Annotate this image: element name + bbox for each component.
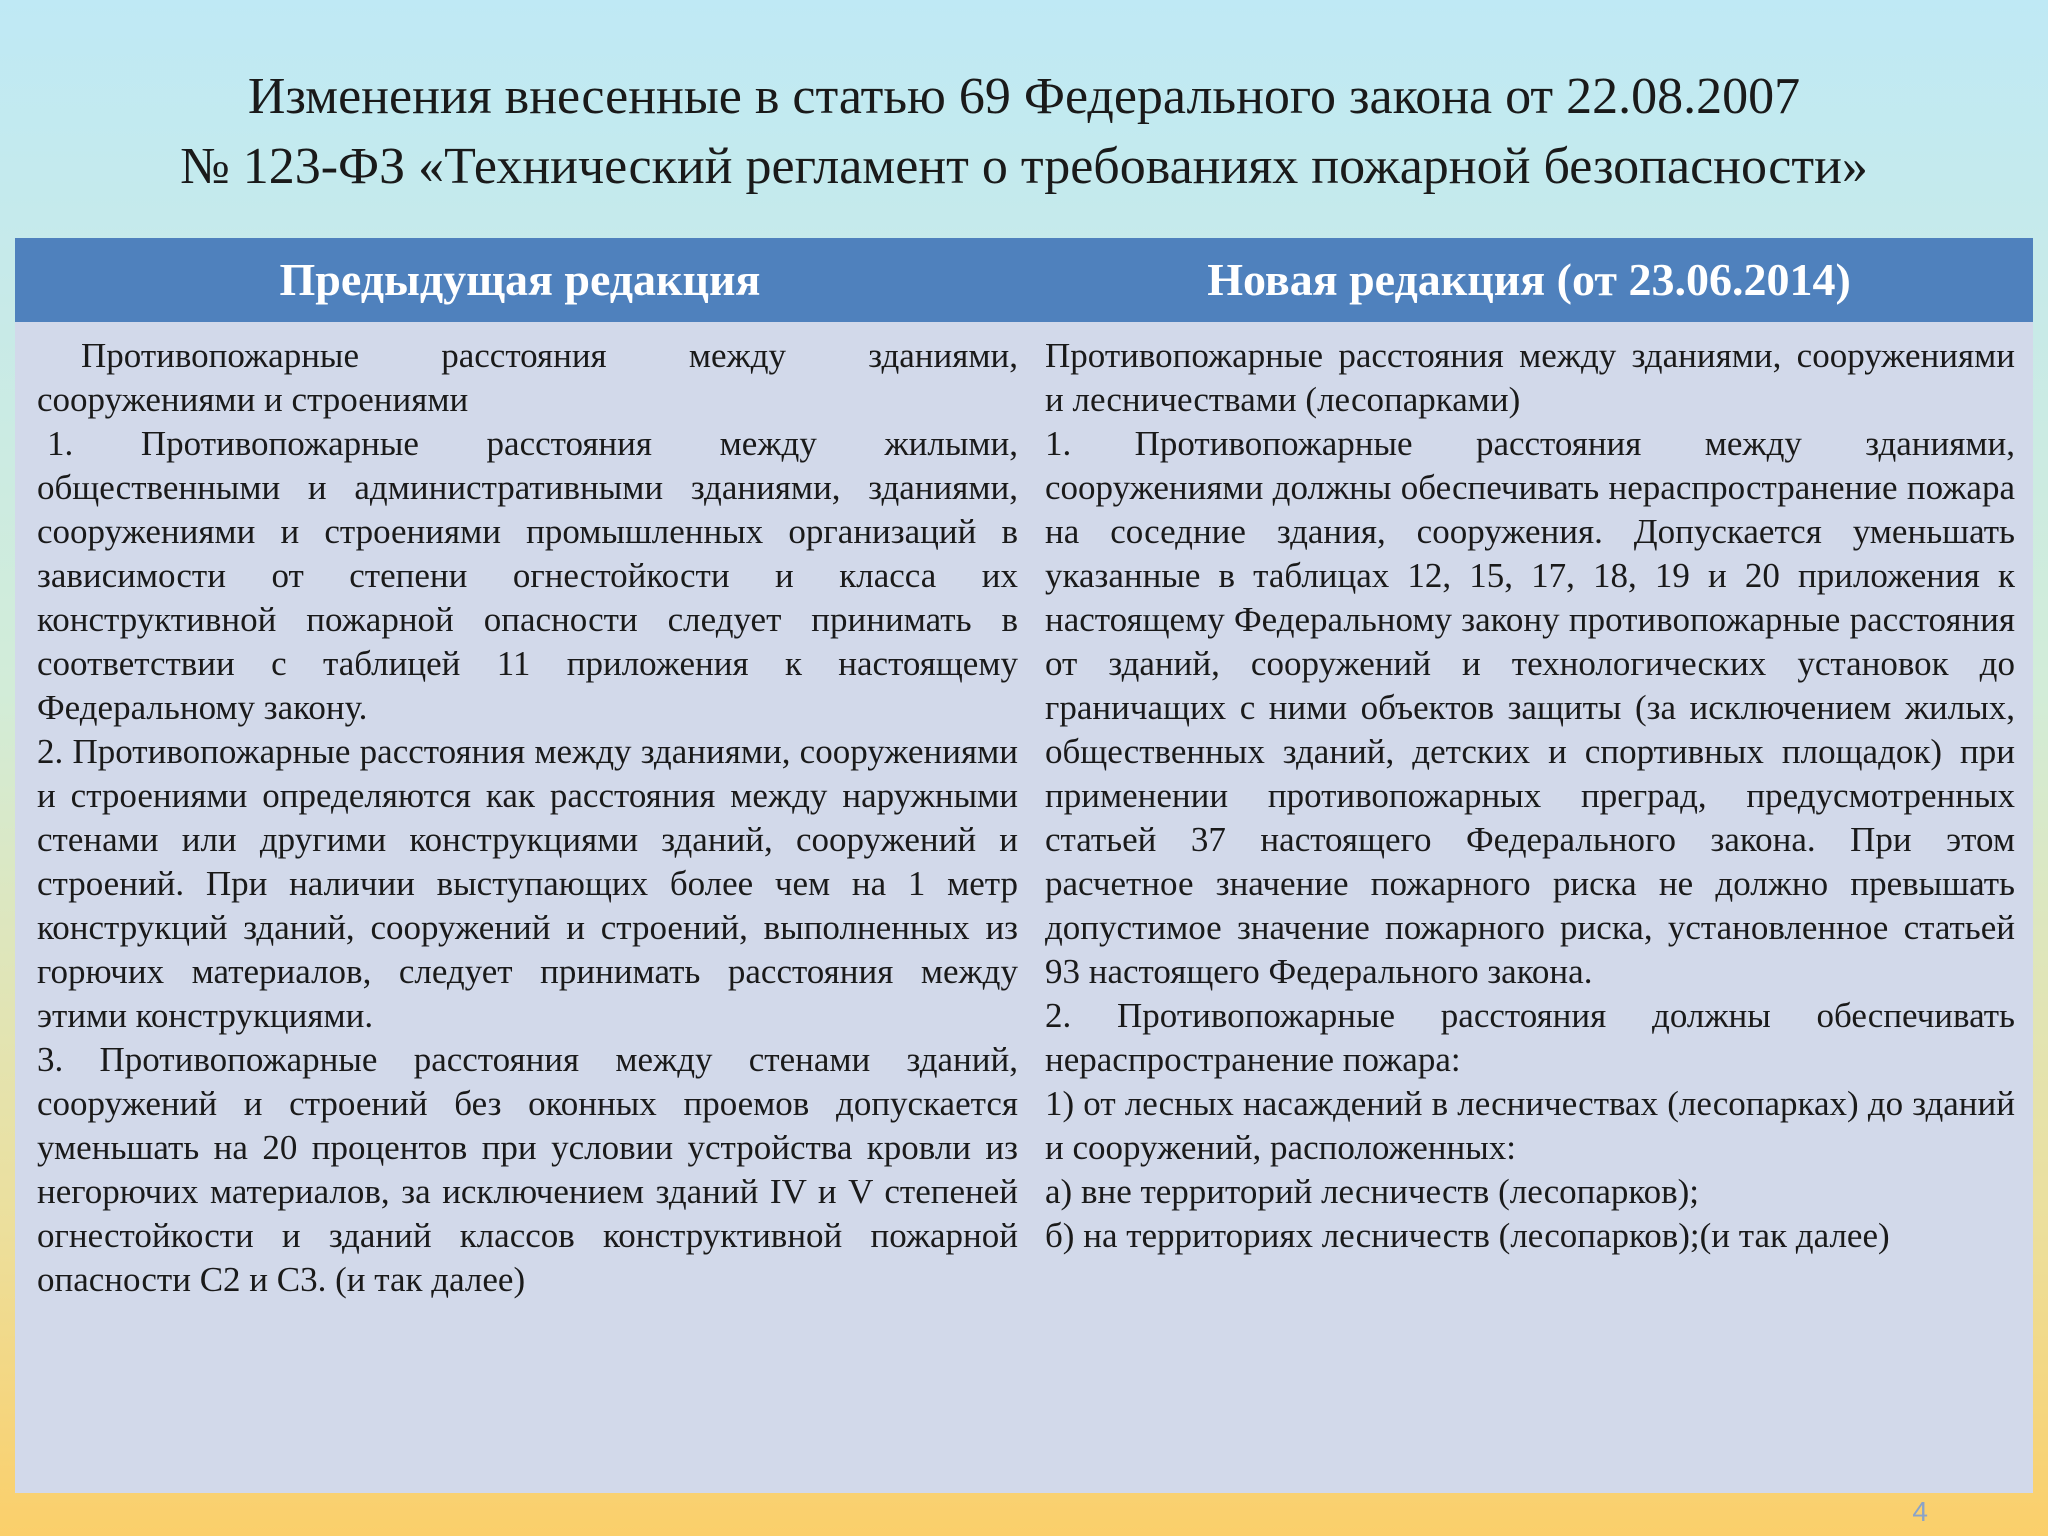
new-paragraph-2-item-a: а) вне территорий лесничеств (лесопарков); [1045, 1172, 1700, 1211]
previous-heading-paragraph: Противопожарные расстояния между зданиями, сооружениями и строениями [37, 336, 1018, 419]
page-number: 4 [1912, 1496, 1928, 1527]
table-header-row [15, 238, 2033, 322]
comparison-table [15, 238, 2033, 1493]
new-paragraph-2-item-1: 1) от лесных насаждений в лесничествах (лесопарках) до зданий и сооружений, расположенных: [1045, 1084, 2015, 1167]
slide-title-line-1: Изменения внесенные в статью 69 Федерального закона от 22.08.2007 [247, 68, 1801, 125]
new-paragraph-2-item-b: б) на территориях лесничеств (лесопарков);(и так далее) [1045, 1216, 1890, 1255]
previous-paragraph-3: 3. Противопожарные расстояния между стенами зданий, сооружений и строений без оконных проемов допускается уменьшать на 20 процентов при условии устройства кровли из негорючих материалов, за исключением зданий IV и V степеней огнестойкости и зданий классов конструктивной пожарной опасности С2 и С3. (и так далее) [37, 1040, 1018, 1299]
new-edition-column [1045, 334, 2015, 1258]
new-paragraph-1: 1. Противопожарные расстояния между зданиями, сооружениями должны обеспечивать нераспространение пожара на соседние здания, сооружения. Допускается уменьшать указанные в таблицах 12, 15, 17, 18, 19 и 20 приложения к настоящему Федеральному закону противопожарные расстояния от зданий, сооружений и технологических установок до граничащих с ними объектов защиты (за исключением жилых, общественных зданий, детских и спортивных площадок) при применении противопожарных преград, предусмотренных статьей 37 настоящего Федерального закона. При этом расчетное значение пожарного риска не должно превышать допустимое значение пожарного риска, установленное статьей 93 настоящего Федерального закона. [1045, 424, 2015, 991]
new-heading-paragraph: Противопожарные расстояния между зданиями, сооружениями и лесничествами (лесопарками) [1045, 336, 2015, 419]
previous-paragraph-1: 1. Противопожарные расстояния между жилыми, общественными и административными зданиями, зданиями, сооружениями и строениями промышленных организаций в зависимости от степени огнестойкости и класса их конструктивной пожарной опасности следует принимать в соответствии с таблицей 11 приложения к настоящему Федеральному закону. [37, 424, 1018, 727]
slide-title-line-2: № 123-ФЗ «Технический регламент о требованиях пожарной безопасности» [180, 138, 1868, 195]
slide-title [0, 62, 2048, 202]
previous-paragraph-2: 2. Противопожарные расстояния между зданиями, сооружениями и строениями определяются как расстояния между наружными стенами или другими конструкциями зданий, сооружений и строений. При наличии выступающих более чем на 1 метр конструкций зданий, сооружений и строений, выполненных из горючих материалов, следует принимать расстояния между этими конструкциями. [37, 732, 1018, 1035]
new-paragraph-2: 2. Противопожарные расстояния должны обеспечивать нераспространение пожара: [1045, 996, 2015, 1079]
header-new-edition: Новая редакция (от 23.06.2014) [1207, 254, 1851, 305]
header-previous-edition: Предыдущая редакция [279, 254, 761, 305]
previous-edition-column [37, 334, 1018, 1302]
